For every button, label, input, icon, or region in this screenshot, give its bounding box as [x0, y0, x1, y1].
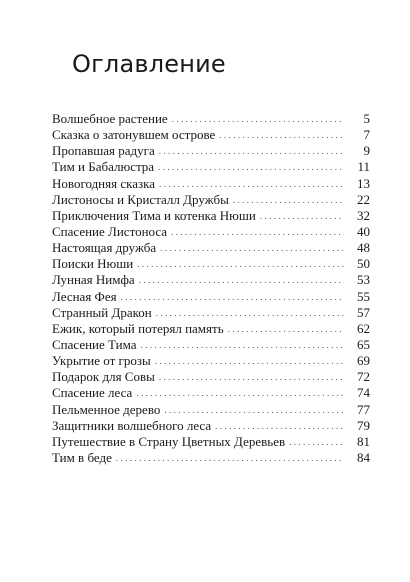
- toc-entry-title: Сказка о затонувшем острове: [52, 127, 216, 143]
- toc-entry-page-number: 57: [357, 304, 370, 320]
- dot-leader: [159, 143, 344, 159]
- toc-entry-title: Ежик, который потерял память: [52, 320, 224, 336]
- toc-entry: [52, 337, 370, 353]
- dot-leader: [159, 176, 344, 192]
- dot-leader: [139, 272, 344, 288]
- toc-entry-page-number: 32: [357, 207, 370, 223]
- toc-entry-title: Странный Дракон: [52, 304, 152, 320]
- dot-leader: [137, 256, 344, 272]
- toc-entry-page-number: 11: [357, 159, 370, 175]
- toc-entry-title: Пельменное дерево: [52, 401, 161, 417]
- dot-leader: [228, 321, 344, 337]
- toc-entry: [52, 224, 370, 240]
- toc-entry: [52, 208, 370, 224]
- page-title: Оглавление: [72, 50, 226, 78]
- toc-entry-page-number: 5: [363, 111, 370, 126]
- dot-leader: [215, 418, 344, 434]
- dot-leader: [136, 385, 344, 401]
- toc-entry-title: Спасение Листоноса: [52, 223, 168, 239]
- toc-entry: [52, 272, 370, 288]
- dot-leader: [156, 305, 344, 321]
- toc-entry: [52, 143, 370, 159]
- dot-leader: [155, 353, 344, 369]
- toc-entry: [52, 450, 370, 466]
- dot-leader: [116, 450, 344, 466]
- toc-entry-title: Новогодняя сказка: [52, 175, 156, 191]
- toc-entry: [52, 434, 370, 450]
- toc-entry-page-number: 77: [357, 401, 370, 417]
- dot-leader: [158, 159, 344, 175]
- toc-entry: [52, 256, 370, 272]
- toc-entry: [52, 159, 370, 175]
- toc-entry-title: Защитники волшебного леса: [52, 417, 212, 433]
- toc-entry-title: Настоящая дружба: [52, 240, 157, 256]
- toc-entry: [52, 305, 370, 321]
- toc-entry-title: Тим и Бабалюстра: [52, 159, 155, 175]
- dot-leader: [172, 111, 344, 127]
- toc-entry-page-number: 81: [357, 433, 370, 449]
- toc-entry-title: Путешествие в Страну Цветных Деревьев: [52, 433, 286, 449]
- toc-entry: [52, 353, 370, 369]
- dot-leader: [164, 402, 344, 418]
- dot-leader: [159, 369, 344, 385]
- toc-entry-title: Лунная Нимфа: [52, 272, 135, 288]
- toc-entry-page-number: 79: [357, 417, 370, 433]
- toc-entry-page-number: 13: [357, 175, 370, 191]
- dot-leader: [233, 192, 344, 208]
- dot-leader: [160, 240, 344, 256]
- toc-entry: [52, 240, 370, 256]
- dot-leader: [260, 208, 344, 224]
- toc-entry-page-number: 9: [363, 143, 370, 159]
- toc-entry: [52, 402, 370, 418]
- toc-entry-title: Спасение леса: [52, 385, 133, 401]
- dot-leader: [141, 337, 344, 353]
- dot-leader: [289, 434, 344, 450]
- toc-entry-title: Спасение Тима: [52, 336, 137, 352]
- toc-entry-page-number: 40: [357, 223, 370, 239]
- toc-entry: [52, 192, 370, 208]
- dot-leader: [121, 289, 344, 305]
- toc-entry-title: Подарок для Совы: [52, 369, 155, 385]
- toc-entry: [52, 418, 370, 434]
- toc-entry-page-number: 69: [357, 353, 370, 369]
- toc-entry-title: Пропавшая радуга: [52, 143, 155, 159]
- toc-entry-title: Приключения Тима и котенка Нюши: [52, 207, 256, 223]
- toc-entry-page-number: 50: [357, 256, 370, 272]
- toc-entry: [52, 321, 370, 337]
- toc-entry: [52, 127, 370, 143]
- toc-entry-title: Поиски Нюши: [52, 256, 134, 272]
- toc-entry: [52, 176, 370, 192]
- toc-entry-page-number: 7: [363, 127, 370, 143]
- toc-entry-page-number: 72: [357, 369, 370, 385]
- toc-entry-title: Волшебное растение: [52, 111, 168, 126]
- table-of-contents: [52, 111, 370, 466]
- toc-entry-title: Лесная Фея: [52, 288, 117, 304]
- toc-entry: [52, 111, 370, 127]
- toc-entry: [52, 369, 370, 385]
- toc-entry-title: Укрытие от грозы: [52, 353, 151, 369]
- toc-entry-page-number: 84: [357, 449, 370, 465]
- toc-entry-page-number: 55: [357, 288, 370, 304]
- toc-entry-page-number: 62: [357, 320, 370, 336]
- toc-entry: [52, 289, 370, 305]
- dot-leader: [171, 224, 344, 240]
- toc-entry-page-number: 48: [357, 240, 370, 256]
- dot-leader: [219, 127, 344, 143]
- toc-entry-page-number: 65: [357, 336, 370, 352]
- toc-entry-page-number: 53: [357, 272, 370, 288]
- toc-entry-page-number: 74: [357, 385, 370, 401]
- toc-entry-title: Тим в беде: [52, 449, 112, 465]
- toc-entry-title: Листоносы и Кристалл Дружбы: [52, 191, 229, 207]
- toc-entry-page-number: 22: [357, 191, 370, 207]
- toc-entry: [52, 385, 370, 401]
